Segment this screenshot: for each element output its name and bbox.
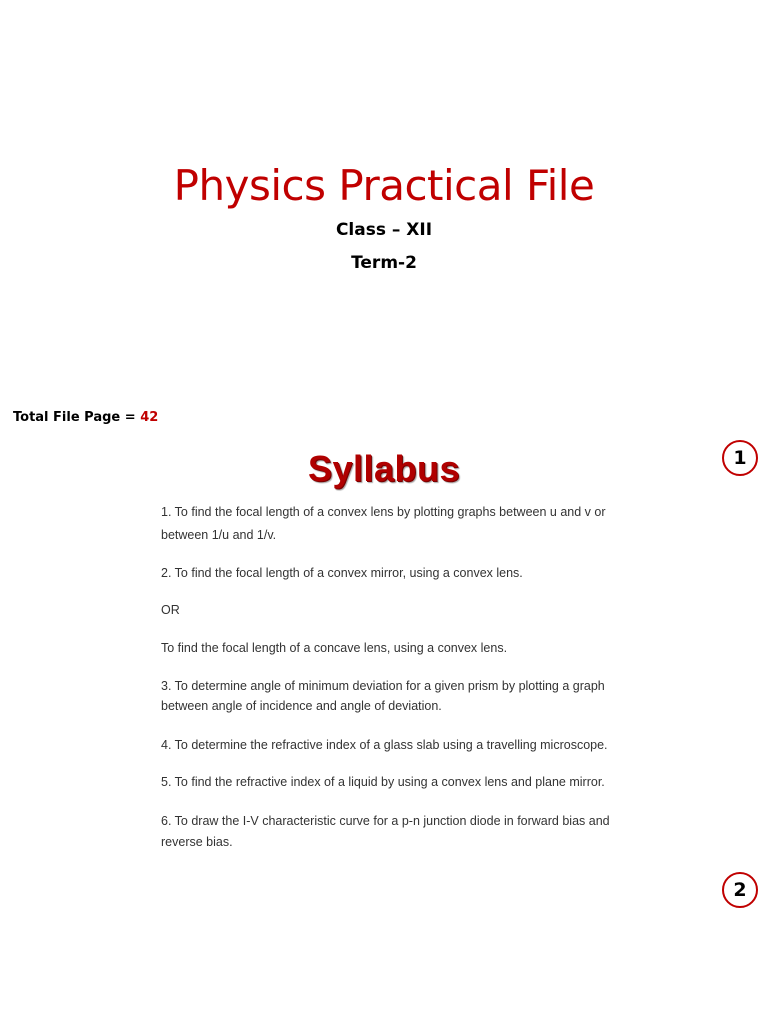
syllabus-line: between angle of incidence and angle of deviation. [161,699,442,713]
syllabus-line: To find the focal length of a concave lens, using a convex lens. [161,641,508,655]
syllabus-line: reverse bias. [161,835,233,849]
term-label: Term-2 [351,253,417,273]
total-file-page [13,409,158,427]
syllabus-line: 1. To find the focal length of a convex lens by plotting graphs between u and v or [161,505,606,519]
total-file-page-value: 42 [140,410,159,425]
syllabus-line: between 1/u and 1/v. [161,528,277,542]
document-title: Physics Practical File [173,161,595,210]
total-file-page-label: Total File Page = [13,410,141,425]
syllabus-line: 3. To determine angle of minimum deviation for a given prism by plotting a graph [161,679,605,693]
syllabus-line: 5. To find the refractive index of a liquid by using a convex lens and plane mirror. [161,775,605,789]
syllabus-line: 6. To draw the I-V characteristic curve for a p-n junction diode in forward bias and [161,814,610,828]
page-number-badge: 1 [722,440,758,476]
syllabus-line: 4. To determine the refractive index of a glass slab using a travelling microscope. [161,738,608,752]
class-label: Class – XII [335,220,433,240]
syllabus-line: 2. To find the focal length of a convex mirror, using a convex lens. [161,566,523,580]
page-number-badge: 2 [722,872,758,908]
syllabus-line: OR [161,603,180,617]
syllabus-heading: Syllabus [307,448,461,489]
